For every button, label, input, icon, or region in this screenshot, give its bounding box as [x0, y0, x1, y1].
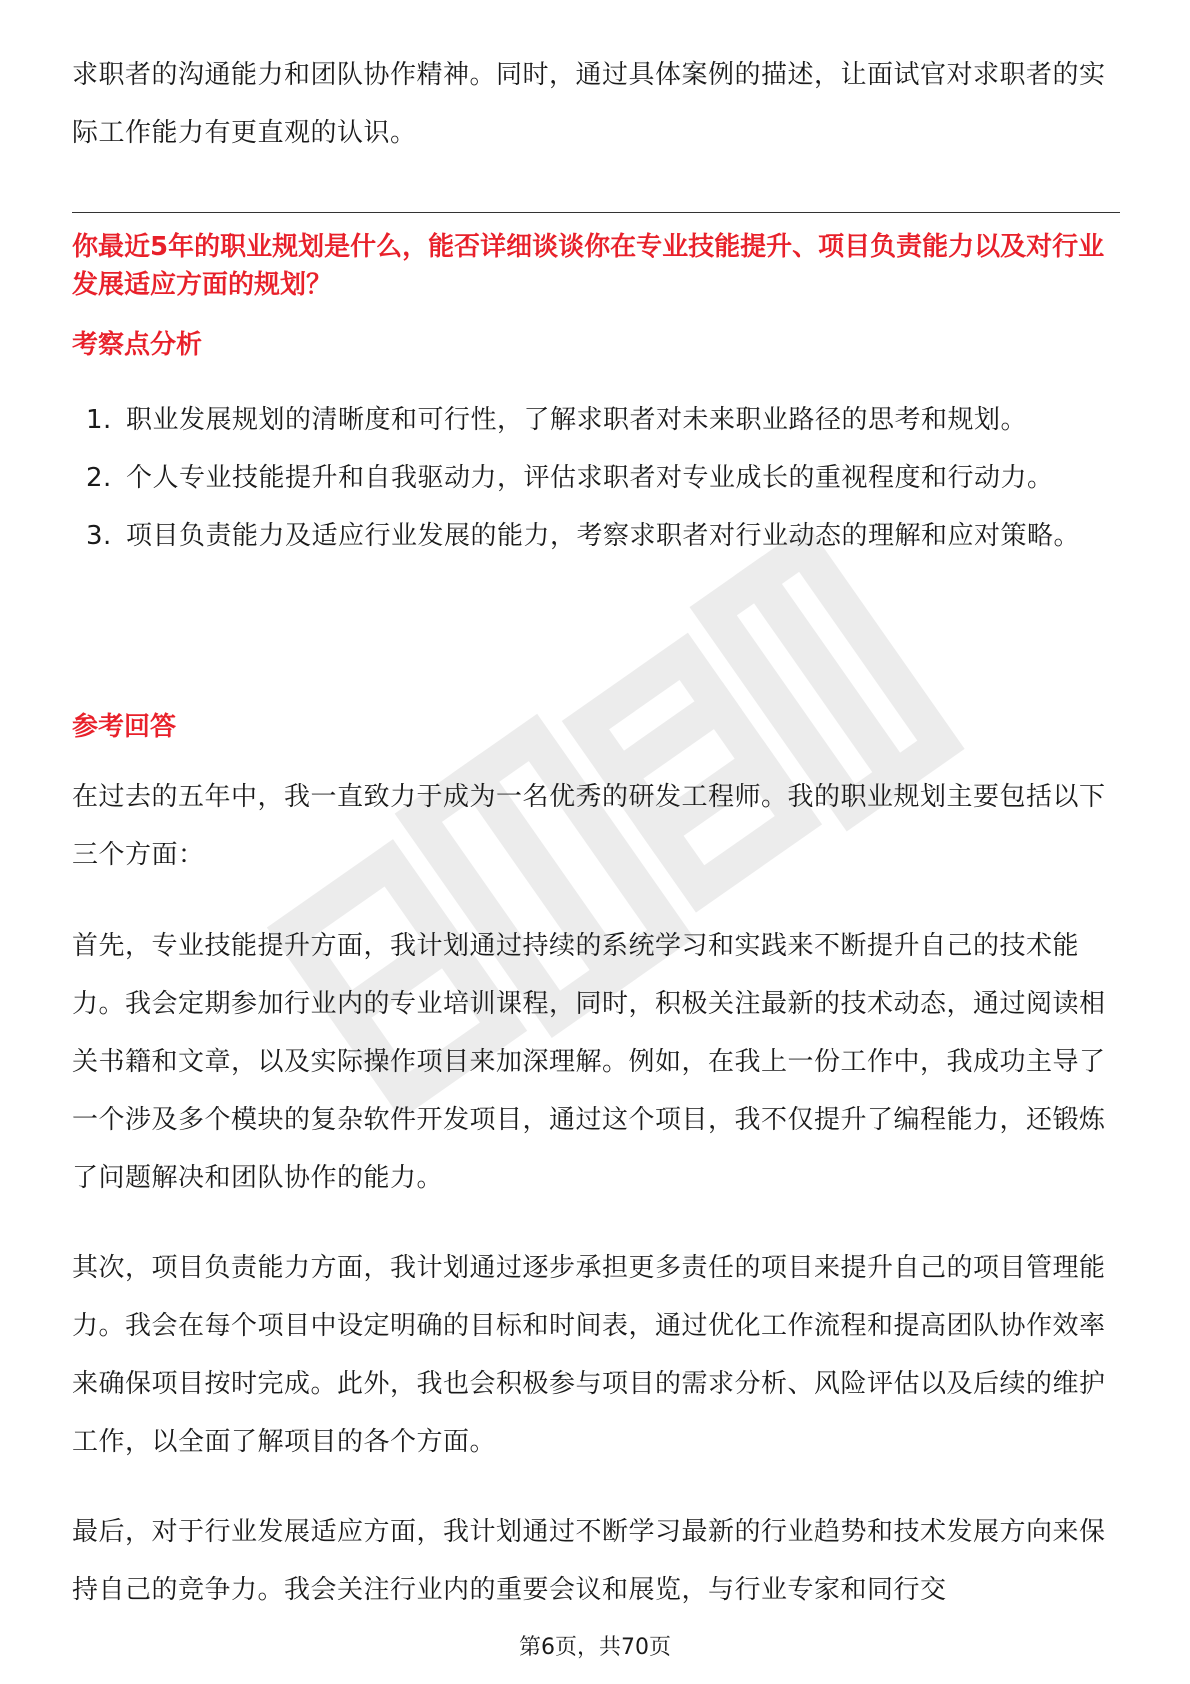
intro-paragraph: 求职者的沟通能力和团队协作精神。同时，通过具体案例的描述，让面试官对求职者的实际工作能力有更直观的认识。	[72, 60, 1106, 148]
page-number-footer: 第6页，共70页	[519, 1635, 671, 1660]
list-item	[72, 391, 1120, 449]
question-heading: 你最近5年的职业规划是什么，能否详细谈谈你在专业技能提升、项目负责能力以及对行业发展适应方面的规划？	[72, 232, 1105, 300]
list-item-text: 项目负责能力及适应行业发展的能力，考察求职者对行业动态的理解和应对策略。	[126, 521, 1081, 551]
analysis-list	[72, 391, 1120, 565]
list-item	[72, 507, 1120, 565]
answer-paragraph-1: 在过去的五年中，我一直致力于成为一名优秀的研发工程师。我的职业规划主要包括以下三个方面：	[72, 782, 1106, 870]
list-item-text: 职业发展规划的清晰度和可行性，了解求职者对未来职业路径的思考和规划。	[126, 405, 1028, 435]
list-item	[72, 449, 1120, 507]
analysis-heading: 考察点分析	[72, 330, 203, 360]
list-item-text: 个人专业技能提升和自我驱动力，评估求职者对专业成长的重视程度和行动力。	[126, 463, 1054, 493]
answer-paragraph-4: 最后，对于行业发展适应方面，我计划通过不断学习最新的行业趋势和技术发展方向来保持自己的竞争力。我会关注行业内的重要会议和展览，与行业专家和同行交	[72, 1517, 1106, 1605]
answer-heading: 参考回答	[72, 712, 177, 742]
list-item-number: 3.	[86, 521, 112, 551]
list-item-number: 1.	[86, 405, 112, 435]
answer-paragraph-2: 首先，专业技能提升方面，我计划通过持续的系统学习和实践来不断提升自己的技术能力。我会定期参加行业内的专业培训课程，同时，积极关注最新的技术动态，通过阅读相关书籍和文章，以及实际操作项目来加深理解。例如，在我上一份工作中，我成功主导了一个涉及多个模块的复杂软件开发项目，通过这个项目，我不仅提升了编程能力，还锻炼了问题解决和团队协作的能力。	[72, 931, 1106, 1193]
section-divider	[72, 212, 1120, 213]
answer-paragraph-3: 其次，项目负责能力方面，我计划通过逐步承担更多责任的项目来提升自己的项目管理能力。我会在每个项目中设定明确的目标和时间表，通过优化工作流程和提高团队协作效率来确保项目按时完成。此外，我也会积极参与项目的需求分析、风险评估以及后续的维护工作，以全面了解项目的各个方面。	[72, 1253, 1106, 1457]
list-item-number: 2.	[86, 463, 112, 493]
